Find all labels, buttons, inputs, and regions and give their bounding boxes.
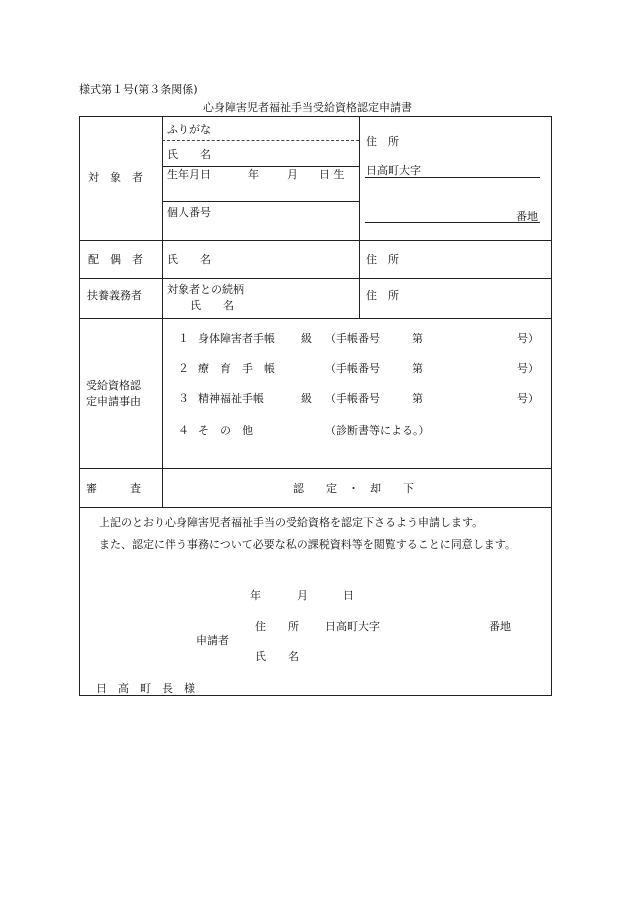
- supporter-address-label: 住 所: [366, 289, 399, 302]
- applicant-name-label: 氏 名: [255, 650, 299, 663]
- supporter-name-label: 氏 名: [190, 299, 234, 312]
- birth-divider: [162, 201, 359, 202]
- reason-header-line2: 定申請事由: [86, 395, 141, 408]
- subject-address-town: 日高町大字: [366, 164, 421, 177]
- divider-spouse: [79, 278, 552, 279]
- reason-item-number: １: [178, 332, 189, 345]
- header-column-divider: [162, 116, 163, 507]
- form-title: 心身障害児者福祉手当受給資格認定申請書: [203, 101, 412, 114]
- reason-item-number: ２: [178, 362, 189, 375]
- application-date-year: 年: [250, 589, 261, 602]
- reason-item-go: 号）: [517, 362, 539, 375]
- spouse-address-label: 住 所: [366, 253, 399, 266]
- supporter-header: 扶養義務者: [87, 289, 142, 302]
- reason-header-line1: 受給資格認: [86, 379, 141, 392]
- form-number-label: 様式第１号(第３条関係): [79, 83, 198, 96]
- subject-header: 対 象 者: [88, 171, 143, 184]
- application-date-day: 日: [343, 589, 354, 602]
- spouse-header: 配 偶 者: [88, 253, 143, 266]
- reason-item-number: ３: [178, 392, 189, 405]
- reason-item-dai: 第: [412, 362, 423, 375]
- furigana-divider: [162, 140, 359, 141]
- reason-item-dai: 第: [412, 332, 423, 345]
- birth-month-label: 月: [287, 168, 298, 181]
- applicant-address-town: 日高町大字: [325, 620, 380, 633]
- supporter-relation-label: 対象者との続柄: [167, 283, 244, 296]
- address-column-divider: [359, 116, 360, 318]
- form-frame: [79, 116, 552, 696]
- reason-item-label: 精神福祉手帳: [198, 392, 264, 405]
- reason-item-grade: 級: [301, 332, 312, 345]
- birth-year-label: 年: [248, 168, 259, 181]
- declaration-line2: また、認定に伴う事務について必要な私の課税資料等を閲覧することに同意します。: [99, 538, 516, 551]
- applicant-address-banchi: 番地: [489, 620, 511, 633]
- review-header: 審 査: [86, 482, 141, 495]
- subject-address-label: 住 所: [366, 135, 399, 148]
- birth-date-label: 生年月日: [167, 168, 211, 181]
- divider-supporter: [79, 318, 552, 319]
- divider-review: [79, 507, 552, 508]
- reason-item-label: そ の 他: [198, 424, 253, 437]
- review-result: 認 定 ・ 却 下: [293, 482, 414, 495]
- reason-item-go: 号）: [517, 332, 539, 345]
- personal-number-label: 個人番号: [167, 206, 211, 219]
- application-date-month: 月: [297, 589, 308, 602]
- reason-item-dai: 第: [412, 392, 423, 405]
- reason-item-note: （診断書等による。）: [325, 424, 430, 437]
- name-divider: [162, 166, 359, 167]
- declaration-line1: 上記のとおり心身障害児者福祉手当の受給資格を認定下さるよう申請します。: [99, 516, 484, 529]
- divider-subject: [79, 240, 552, 241]
- furigana-label: ふりがな: [167, 123, 211, 136]
- subject-name-label: 氏 名: [167, 148, 211, 161]
- address-banchi-underline: [365, 222, 540, 223]
- reason-item-go: 号）: [517, 392, 539, 405]
- reason-item-number: ４: [178, 424, 189, 437]
- reason-item-label: 療 育 手 帳: [198, 362, 275, 375]
- reason-item-note: （手帳番号: [325, 362, 380, 375]
- address-town-underline: [365, 177, 540, 178]
- reason-item-note: （手帳番号: [325, 392, 380, 405]
- reason-item-note: （手帳番号: [325, 332, 380, 345]
- applicant-label: 申請者: [196, 634, 229, 647]
- addressee: 日 高 町 長 様: [96, 682, 195, 695]
- spouse-name-label: 氏 名: [167, 253, 211, 266]
- birth-day-label: 日 生: [319, 168, 345, 181]
- reason-item-label: 身体障害者手帳: [198, 332, 275, 345]
- reason-item-grade: 級: [301, 392, 312, 405]
- subject-address-banchi: 番地: [516, 210, 538, 223]
- applicant-address-label: 住 所: [255, 620, 299, 633]
- divider-reason: [79, 468, 552, 469]
